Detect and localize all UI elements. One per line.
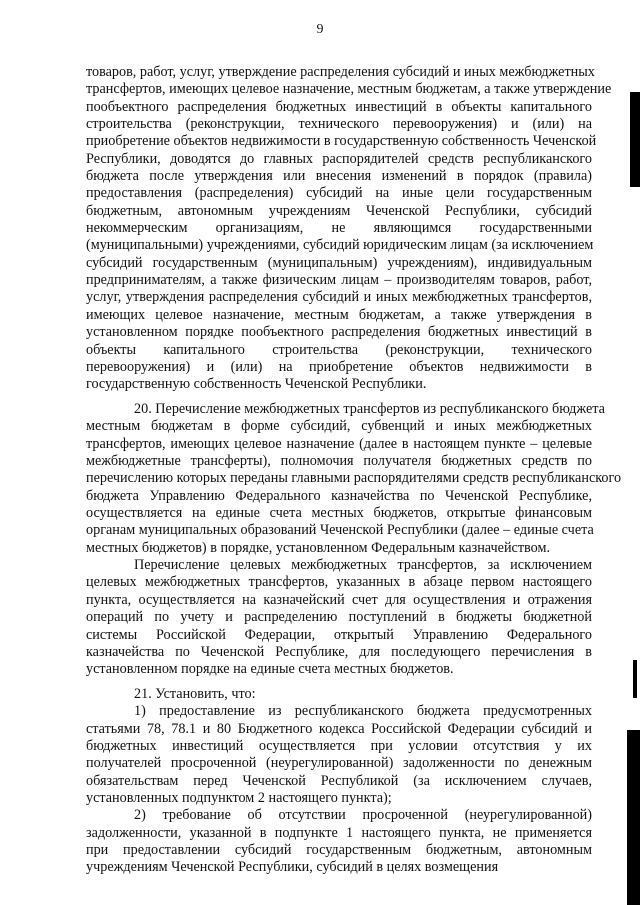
text-line: обязательствам перед Чеченской Республикой (за исключением случаев, xyxy=(86,772,592,789)
text-line: перечислению которых переданы главными распорядителями средств республиканского xyxy=(86,470,622,487)
text-line: предпринимателям, а также физическим лицам – производителям товаров, работ, xyxy=(86,272,592,289)
text-line: системы Российской Федерации, открытый Управлению Федерального xyxy=(86,626,592,643)
text-line: учреждениям Чеченской Республики, субсидий в целях возмещения xyxy=(86,859,499,876)
text-line: предоставления (распределения) субсидий на иные цели государственным xyxy=(86,185,592,202)
text-line: имеющих целевое назначение, местным бюджетам, а также утверждения в xyxy=(86,306,592,323)
text-line: перевооружения) и (или) на приобретение объектов недвижимости в xyxy=(86,358,592,375)
text-line: трансфертов, имеющих целевое назначение (далее в настоящем пункте – целевые xyxy=(86,435,592,452)
text-line: строительства (реконструкции, технического перевооружения) и (или) на xyxy=(86,116,592,133)
document-body xyxy=(86,64,622,877)
text-line: межбюджетные трансферты), полномочия получателя бюджетных средств по xyxy=(86,453,592,470)
text-line: целевых межбюджетных трансфертов, указанных в абзаце первом настоящего xyxy=(86,574,592,591)
text-line: Перечисление целевых межбюджетных трансфертов, за исключением xyxy=(134,557,592,574)
paragraph xyxy=(86,64,612,394)
text-line: государственную собственность Чеченской Республики. xyxy=(86,376,427,393)
text-line: статьями 78, 78.1 и 80 Бюджетного кодекса Российской Федерации субсидий и xyxy=(86,720,592,737)
text-line: получателей просроченной (неурегулированной) задолженности по денежным xyxy=(86,755,592,772)
text-line: установленном порядке на единые счета местных бюджетов. xyxy=(86,661,454,678)
paragraph xyxy=(86,807,592,876)
text-line: бюджета после утверждения или внесения изменений в порядок (правила) xyxy=(86,168,592,185)
text-line: установленных подпунктом 2 настоящего пункта); xyxy=(86,790,392,807)
text-line: местным бюджетам в форме субсидий, субвенций и иных межбюджетных xyxy=(86,418,592,435)
text-line: приобретение объектов недвижимости в государственную собственность Чеченской xyxy=(86,133,597,150)
scan-edge-artifact xyxy=(633,660,637,698)
text-line: 21. Установить, что: xyxy=(134,686,256,703)
text-line: установленном порядке пообъектного распределения бюджетных инвестиций в xyxy=(86,324,592,341)
text-line: Республики, доводятся до главных распорядителей средств республиканского xyxy=(86,150,592,167)
text-line: 1) предоставление из республиканского бюджета предусмотренных xyxy=(134,703,592,720)
paragraph xyxy=(86,557,592,678)
text-line: 20. Перечисление межбюджетных трансфертов из республиканского бюджета xyxy=(134,401,605,418)
page-number: 9 xyxy=(316,22,324,37)
text-line: (муниципальными) учреждениями, субсидий юридическим лицам (за исключением xyxy=(86,237,594,254)
text-line: объекты капитального строительства (реконструкции, технического xyxy=(86,341,592,358)
text-line: казначейства по Чеченской Республике, для последующего перечисления в xyxy=(86,643,592,660)
text-line: субсидий государственным (муниципальным) учреждениям), индивидуальным xyxy=(86,254,592,271)
text-line: при предоставлении субсидий государственным бюджетным, автономным xyxy=(86,842,592,859)
text-line: некоммерческим организациям, не являющимся государственными xyxy=(86,220,592,237)
text-line: пообъектного распределения бюджетных инвестиций в объекты капитального xyxy=(86,98,592,115)
paragraph xyxy=(86,401,622,557)
text-line: местных бюджетов) в порядке, установленном Федеральным казначейством. xyxy=(86,539,550,556)
text-line: операций по учету и распределению поступлений в бюджеты бюджетной xyxy=(86,609,592,626)
paragraph xyxy=(86,686,592,703)
text-line: трансфертов, имеющих целевое назначение, местным бюджетам, а также утверждение xyxy=(86,81,612,98)
text-line: бюджета Управлению Федерального казначейства по Чеченской Республике, xyxy=(86,487,592,504)
text-line: бюджетных инвестиций осуществляется при условии отсутствия у их xyxy=(86,738,592,755)
text-line: задолженности, указанной в подпункте 1 настоящего пункта, не применяется xyxy=(86,824,592,841)
text-line: услуг, утверждения распределения субсидий и иных межбюджетных трансфертов, xyxy=(86,289,592,306)
text-line: 2) требование об отсутствии просроченной (неурегулированной) xyxy=(134,807,592,824)
text-line: органам муниципальных образований Чеченской Республики (далее – единые счета xyxy=(86,522,594,539)
text-line: товаров, работ, услуг, утверждение распределения субсидий и иных межбюджетных xyxy=(86,64,595,80)
text-line: пункта, осуществляется на казначейский счет для осуществления и отражения xyxy=(86,591,592,608)
text-line: бюджетным, автономным учреждениям Чеченской Республики, субсидий xyxy=(86,202,592,219)
scan-edge-artifact xyxy=(627,730,640,905)
text-line: осуществляется на единые счета местных бюджетов, открытые финансовым xyxy=(86,505,592,522)
paragraph xyxy=(86,703,592,807)
scan-edge-artifact xyxy=(630,92,640,187)
